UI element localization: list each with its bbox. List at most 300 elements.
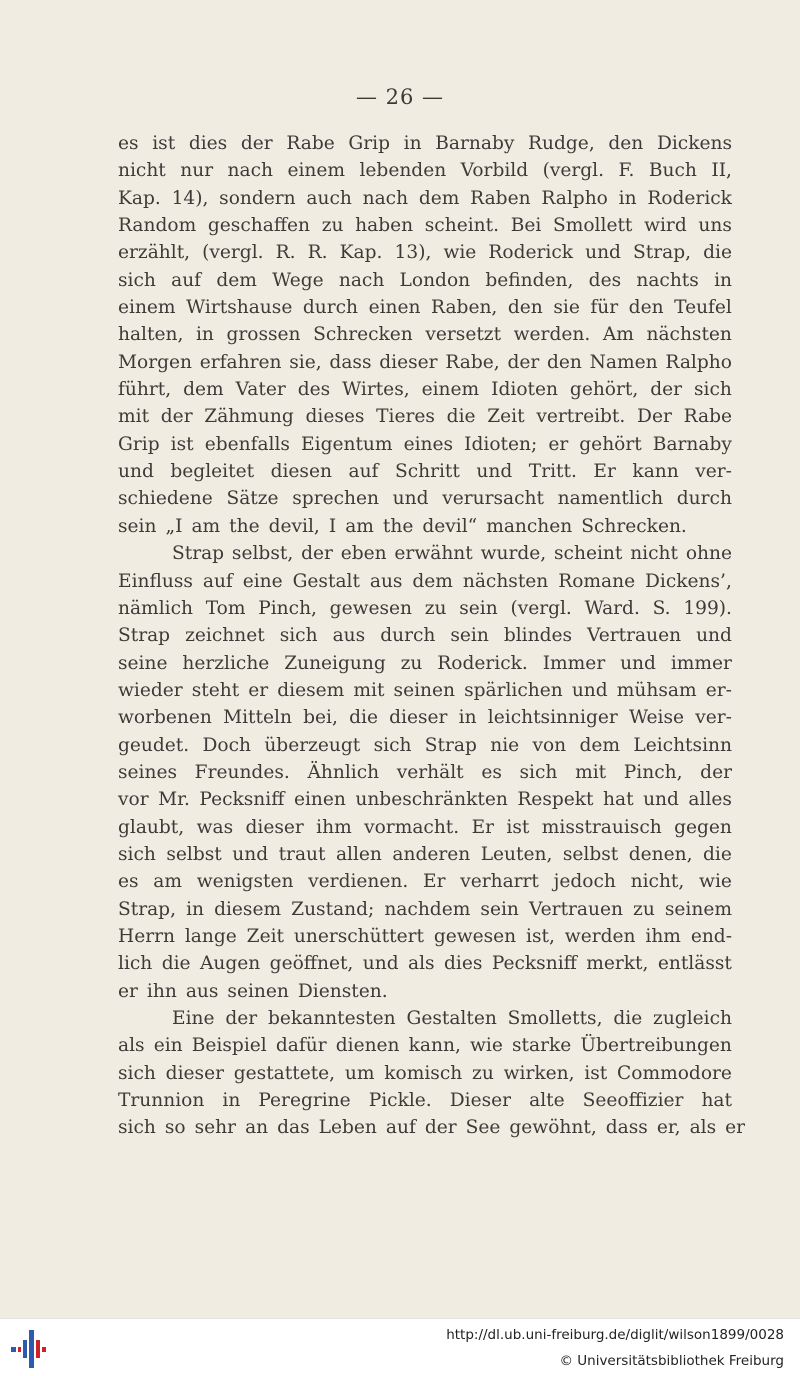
word: sein <box>480 898 519 920</box>
word: hat <box>603 789 634 811</box>
word: sie, <box>289 351 322 373</box>
text-line <box>118 130 732 157</box>
word: gegen <box>674 816 732 838</box>
word: Rabe <box>286 133 335 154</box>
word: seinem <box>664 898 732 920</box>
word: Smollett <box>552 215 633 237</box>
page-number: — 26 — <box>355 85 445 109</box>
word: wie <box>470 1035 503 1057</box>
text-line <box>118 759 732 786</box>
word: Kap. <box>339 242 383 264</box>
word: als <box>689 1117 717 1139</box>
word: Roderick <box>488 242 574 264</box>
word: sein <box>118 515 157 537</box>
word: Schritt <box>394 461 460 483</box>
word: Vater <box>235 379 286 401</box>
word: Raben, <box>431 297 498 319</box>
word: halten, <box>118 324 184 346</box>
word: Mr. <box>158 789 190 811</box>
word: Vertrauen <box>587 625 682 647</box>
word: Random <box>118 215 197 237</box>
word: Ähnlich <box>307 761 380 783</box>
word: dieser <box>165 1062 224 1084</box>
word: Eine <box>172 1008 215 1029</box>
word: immer <box>670 652 732 674</box>
word: seine <box>118 652 168 674</box>
word: aus <box>369 570 403 592</box>
word: Zähmung <box>204 406 294 428</box>
word: Pecksniff <box>491 953 577 975</box>
word: um <box>344 1062 375 1084</box>
footer-bar <box>0 1318 800 1376</box>
word: wird <box>644 215 687 237</box>
word: des <box>297 379 331 401</box>
word: mit <box>575 761 607 783</box>
word: auf <box>385 1117 416 1139</box>
word: geöffnet, <box>269 953 354 975</box>
word: Buch <box>648 160 697 182</box>
word: Kap. <box>118 187 161 209</box>
word: sondern <box>219 187 296 209</box>
word: dieses <box>305 406 365 428</box>
word: Zeit <box>246 925 284 947</box>
word: haben <box>355 215 414 237</box>
word: worbenen <box>118 707 212 729</box>
word: verursacht <box>442 488 544 510</box>
word: Strap <box>172 543 225 565</box>
word: Immer <box>542 652 606 674</box>
word: manchen <box>486 515 573 537</box>
word: Tom <box>205 597 246 619</box>
word: dem <box>216 269 257 291</box>
word: zu <box>472 1062 494 1084</box>
word: Respekt <box>517 789 594 811</box>
word: traut <box>278 843 326 865</box>
word: Teufel <box>674 297 732 319</box>
word: und <box>571 679 608 701</box>
word: mühsam <box>616 679 697 701</box>
word: sein <box>450 625 489 647</box>
word: dieser <box>389 707 448 729</box>
word: Schrecken <box>313 324 413 346</box>
word: Roderick <box>647 187 732 209</box>
word: nicht <box>118 160 166 182</box>
text-line <box>118 376 732 403</box>
word: Mitteln <box>223 707 292 729</box>
word: the <box>229 515 260 537</box>
word: und <box>585 242 621 264</box>
word: wurde, <box>480 543 547 565</box>
word: auf <box>202 570 233 592</box>
word: Augen <box>199 953 261 975</box>
word: (vergl. <box>510 597 572 619</box>
word: nicht, <box>630 871 685 893</box>
text-line <box>118 431 732 458</box>
word: dass <box>605 1117 648 1139</box>
word: die <box>613 1008 643 1029</box>
word: werden <box>564 925 636 947</box>
text-line <box>118 349 732 376</box>
word: gewesen <box>329 597 413 619</box>
word: Leuten, <box>480 843 553 865</box>
word: Rabe <box>683 406 732 428</box>
word: alles <box>688 789 732 811</box>
word: als <box>118 1035 145 1057</box>
word: gewesen <box>433 925 517 947</box>
text-line <box>118 704 732 731</box>
text-line <box>118 157 732 184</box>
word: und <box>696 625 732 647</box>
word: wirken, <box>503 1062 575 1084</box>
text-line <box>118 540 732 567</box>
word: (vergl. <box>202 242 264 264</box>
word: Idioten; <box>464 433 538 455</box>
word: gehört, <box>569 379 639 401</box>
word: Er <box>423 871 446 893</box>
text-line <box>118 732 732 759</box>
word: er <box>725 1117 746 1139</box>
word: vormacht. <box>364 816 460 838</box>
word: Strap, <box>118 898 176 920</box>
text-line <box>118 1032 732 1059</box>
word: und <box>392 488 429 510</box>
word: diesem <box>277 679 345 701</box>
word: mit <box>118 406 150 428</box>
word: zu <box>424 597 447 619</box>
word: wie <box>443 242 477 264</box>
text-line <box>118 923 732 950</box>
word: die <box>161 953 191 975</box>
text-line <box>118 896 732 923</box>
word: nächsten <box>462 570 549 592</box>
word: verdienen. <box>308 871 409 893</box>
permalink-url[interactable]: http://dl.ub.uni-freiburg.de/diglit/wilson1899/0028 <box>446 1327 784 1343</box>
word: Eigentum <box>301 433 393 455</box>
word: sich <box>118 1062 156 1084</box>
text-line <box>118 1005 732 1032</box>
word: sich <box>118 269 156 291</box>
text-line <box>118 650 732 677</box>
word: am <box>345 515 374 537</box>
word: Rudge, <box>528 133 595 154</box>
word: in <box>195 324 214 346</box>
word: 13), <box>394 242 432 264</box>
word: grossen <box>226 324 301 346</box>
word: befinden, <box>485 269 574 291</box>
body-text <box>118 130 746 1142</box>
word: einem <box>421 379 480 401</box>
word: entlässt <box>657 953 732 975</box>
word: Roderick. <box>437 652 528 674</box>
word: Tritt. <box>528 461 577 483</box>
word: Ralpho <box>541 187 608 209</box>
word: sich <box>693 379 732 401</box>
word: misstrauisch <box>541 816 662 838</box>
word: für <box>590 297 619 319</box>
word: ist <box>152 133 176 154</box>
word: Strap <box>424 734 477 756</box>
word: spärlichen <box>464 679 563 701</box>
word: erwähnt <box>394 543 473 565</box>
word: dem <box>579 734 621 756</box>
word: den <box>608 133 644 154</box>
word: auch <box>306 187 352 209</box>
word: See <box>465 1117 501 1139</box>
word: erfahren <box>199 351 282 373</box>
word: und <box>232 843 269 865</box>
word: Commodore <box>617 1062 732 1084</box>
word: zu <box>400 652 423 674</box>
word: devil“ <box>422 515 478 537</box>
word: er <box>248 679 269 701</box>
word: der <box>700 761 732 783</box>
word: es <box>118 133 139 154</box>
word: sich <box>519 761 558 783</box>
word: Zuneigung <box>284 652 386 674</box>
word: durch <box>380 625 436 647</box>
word: der <box>507 351 540 373</box>
word: wenigsten <box>196 871 294 893</box>
word: den <box>547 351 582 373</box>
word: the <box>382 515 414 537</box>
word: „I <box>165 515 183 537</box>
word: Barnaby <box>652 433 732 455</box>
word: eines <box>403 433 454 455</box>
word: den <box>507 297 543 319</box>
word: aus <box>185 980 219 1002</box>
word: nach <box>362 187 409 209</box>
word: ein <box>153 1035 183 1057</box>
text-line <box>118 321 732 348</box>
word: dass <box>329 351 372 373</box>
word: zu <box>321 215 344 237</box>
word: Idioten <box>491 379 558 401</box>
text-line <box>118 677 732 704</box>
word: sich <box>373 734 412 756</box>
word: (vergl. <box>542 160 605 182</box>
word: zugleich <box>653 1008 732 1029</box>
word: einen <box>293 789 346 811</box>
word: Wege <box>272 269 324 291</box>
word: leichtsinniger <box>487 707 618 729</box>
word: in <box>458 707 477 729</box>
text-line <box>118 185 732 212</box>
word: am <box>153 871 182 893</box>
word: sich <box>118 843 156 865</box>
word: 199). <box>683 597 732 619</box>
word: auf <box>348 461 379 483</box>
word: in <box>186 898 204 920</box>
word: und <box>643 789 679 811</box>
word: Freundes. <box>194 761 290 783</box>
word: die <box>349 707 378 729</box>
word: Namen <box>589 351 658 373</box>
word: glaubt, <box>118 816 185 838</box>
word: der <box>160 406 193 428</box>
word: begleitet <box>170 461 255 483</box>
word: Gestalt <box>292 570 360 592</box>
word: so <box>164 1117 186 1139</box>
word: dieser <box>379 351 438 373</box>
word: blindes <box>503 625 573 647</box>
word: nächsten <box>646 324 732 346</box>
text-line <box>118 458 732 485</box>
text-line <box>118 978 732 1005</box>
word: II, <box>711 160 732 182</box>
word: scheint. <box>424 215 500 237</box>
text-line <box>118 1114 746 1141</box>
word: sie <box>553 297 580 319</box>
word: ver- <box>695 461 732 483</box>
word: denen, <box>628 843 693 865</box>
word: Grip <box>348 133 391 154</box>
word: einem <box>118 297 176 319</box>
word: R. <box>307 242 328 264</box>
word: ihm <box>645 925 681 947</box>
text-line <box>118 622 732 649</box>
word: Er <box>471 816 495 838</box>
word: schiedene <box>118 488 213 510</box>
word: am <box>191 515 221 537</box>
word: sich <box>279 625 318 647</box>
word: durch <box>676 488 732 510</box>
word: allen <box>335 843 382 865</box>
word: unbeschränkten <box>355 789 508 811</box>
word: des <box>588 269 622 291</box>
word: gehört <box>579 433 642 455</box>
word: der <box>424 1117 457 1139</box>
word: der <box>650 379 683 401</box>
word: ihm <box>316 816 352 838</box>
word: geudet. <box>118 734 190 756</box>
word: Dickens <box>656 133 732 154</box>
word: vor <box>118 789 149 811</box>
word: und <box>118 461 154 483</box>
word: ihn <box>146 980 177 1002</box>
word: was <box>196 816 234 838</box>
copyright-notice: © Universitätsbibliothek Freiburg <box>559 1353 784 1369</box>
word: die <box>446 406 476 428</box>
word: nie <box>490 734 520 756</box>
word: Beispiel <box>191 1035 267 1057</box>
word: devil, <box>268 515 320 537</box>
word: verharrt <box>460 871 539 893</box>
word: es <box>481 761 502 783</box>
word: Leben <box>318 1117 377 1139</box>
word: merkt, <box>586 953 649 975</box>
word: in <box>222 1090 241 1112</box>
text-line <box>118 786 732 813</box>
word: Diensten. <box>297 980 388 1002</box>
word: Rabe, <box>445 351 500 373</box>
word: hat <box>701 1090 732 1112</box>
word: er <box>118 980 138 1002</box>
word: steht <box>191 679 240 701</box>
word: Pickle. <box>368 1090 432 1112</box>
word: komisch <box>384 1062 463 1084</box>
word: Wirtshause <box>186 297 293 319</box>
word: Grip <box>118 433 160 455</box>
word: in <box>714 269 732 291</box>
word: überzeugt <box>264 734 361 756</box>
word: nämlich <box>118 597 193 619</box>
word: mit <box>353 679 385 701</box>
word: versetzt <box>425 324 502 346</box>
word: er <box>548 433 569 455</box>
word: nachdem <box>384 898 471 920</box>
word: er- <box>705 679 732 701</box>
word: nicht <box>630 543 678 565</box>
word: ist <box>584 1062 608 1084</box>
word: Weise <box>628 707 685 729</box>
university-library-logo-icon <box>10 1330 50 1368</box>
word: lange <box>184 925 237 947</box>
word: von <box>532 734 567 756</box>
text-line <box>118 212 732 239</box>
word: Sätze <box>226 488 279 510</box>
word: sich <box>118 1117 156 1139</box>
word: durch <box>302 297 359 319</box>
word: er, <box>656 1117 681 1139</box>
word: Tieres <box>376 406 435 428</box>
word: London <box>399 269 471 291</box>
word: und <box>476 461 513 483</box>
word: ohne <box>685 543 732 565</box>
word: Am <box>602 324 634 346</box>
word: nach <box>227 160 273 182</box>
word: gestattete, <box>233 1062 336 1084</box>
word: nachts <box>636 269 699 291</box>
word: dienen <box>335 1035 400 1057</box>
word: Trunnion <box>118 1090 205 1112</box>
text-line <box>118 841 732 868</box>
word: es <box>118 871 139 893</box>
word: die <box>703 843 732 865</box>
word: Ward. <box>584 597 640 619</box>
word: namentlich <box>557 488 664 510</box>
word: unerschüttert <box>293 925 424 947</box>
word: wieder <box>118 679 183 701</box>
word: auf <box>171 269 202 291</box>
word: Barnaby <box>435 133 515 154</box>
word: Ralpho <box>665 351 732 373</box>
word: Doch <box>202 734 251 756</box>
word: führt, <box>118 379 172 401</box>
word: seinen <box>393 679 455 701</box>
word: einen <box>368 297 421 319</box>
text-line <box>118 568 732 595</box>
word: herzliche <box>182 652 270 674</box>
word: der <box>301 543 333 565</box>
word: ist <box>506 816 530 838</box>
word: Romane <box>558 570 636 592</box>
word: in <box>403 133 422 154</box>
word: Vertrauen <box>528 898 623 920</box>
word: aus <box>332 625 366 647</box>
word: seines <box>118 761 178 783</box>
word: scheint <box>554 543 623 565</box>
word: dafür <box>275 1035 327 1057</box>
word: dem <box>418 187 460 209</box>
word: wie <box>699 871 732 893</box>
word: R. <box>275 242 296 264</box>
text-line <box>118 485 732 512</box>
text-line <box>118 1087 732 1114</box>
word: diesem <box>214 898 282 920</box>
word: Raben <box>470 187 531 209</box>
word: zu <box>633 898 655 920</box>
word: in <box>618 187 637 209</box>
